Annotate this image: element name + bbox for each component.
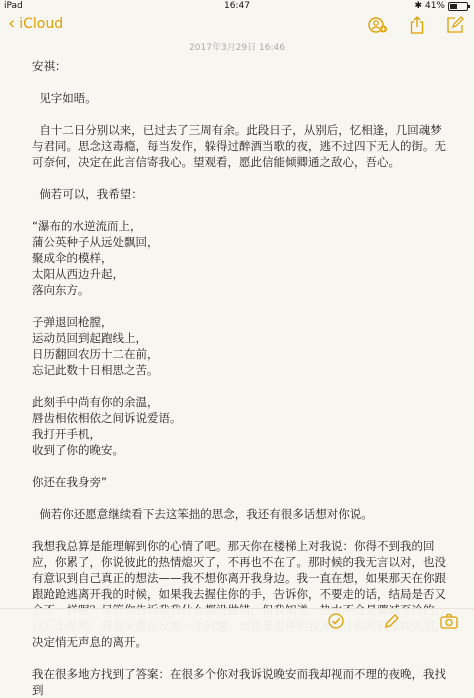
- add-people-button[interactable]: [368, 16, 388, 34]
- pencil-icon: [384, 613, 400, 629]
- share-icon: [410, 16, 424, 34]
- bluetooth-icon: ✱: [414, 1, 422, 11]
- sketch-button[interactable]: [384, 613, 400, 633]
- bottom-toolbar: [0, 608, 474, 633]
- back-label: iCloud: [19, 16, 64, 32]
- add-people-icon: [368, 16, 388, 34]
- poem-line: 日历翻回农历十二在前，: [32, 347, 159, 361]
- poem-line: 此刻手中尚有你的余温，: [32, 395, 159, 409]
- poem-line: 唇齿相依相依之间诉说爱语。: [32, 411, 182, 425]
- new-note-button[interactable]: [446, 16, 464, 34]
- poem-line: 蒲公英种子从远处飘回，: [32, 235, 159, 249]
- compose-icon: [446, 16, 464, 34]
- poem-line: “瀑布的水逆流而上，: [32, 219, 142, 233]
- poem-line: 落向东方。: [32, 283, 90, 297]
- poem-line: 收到了你的晚安。: [32, 443, 124, 457]
- poem-line: 运动员回到起跑线上，: [32, 331, 147, 345]
- poem-line: 忘记此数十日相思之苦。: [32, 363, 159, 377]
- note-body[interactable]: [32, 58, 450, 698]
- checklist-button[interactable]: [328, 613, 344, 633]
- paragraph: 倘若你还愿意继续看下去这笨拙的思念，我还有很多话想对你说。: [39, 507, 373, 521]
- poem-line: 你还在我身旁”: [32, 475, 107, 489]
- camera-icon: [440, 613, 458, 629]
- poem-line: 聚成伞的模样，: [32, 251, 113, 265]
- battery-percent: 41%: [424, 1, 445, 11]
- device-name: iPad: [4, 1, 23, 11]
- poem-line: 子弹退回枪膛，: [32, 315, 113, 329]
- poem-line: 太阳从西边升起，: [32, 267, 124, 281]
- checklist-icon: [328, 613, 344, 629]
- paragraph: 我想我总算是能理解到你的心情了吧。那天你在楼梯上对我说：你得不到我的回应，你累了，你说彼此的热情熄灭了，不再也不在了。那时候的我无言以对，也没有意识到自己真正的想法——我不想你离开我身边。我一直在想，如果那天在你跟跟跄跄逃离开我的时候，如果我去握住你的手，告诉你，不要走的话，结局是否又 决定悄无声息的离开。: [32, 539, 446, 649]
- status-bar: [0, 0, 474, 14]
- battery-icon: [448, 2, 468, 11]
- back-button[interactable]: [8, 13, 64, 34]
- status-right: [414, 1, 468, 11]
- battery-fill: [450, 4, 457, 9]
- poem-line: 我打开手机，: [32, 427, 101, 441]
- paragraph: 见字如晤。: [39, 91, 97, 105]
- salutation: 安祺：: [32, 59, 67, 73]
- share-button[interactable]: [410, 16, 424, 34]
- nav-bar: [0, 14, 474, 38]
- paragraph: 倘若可以，我希望：: [39, 187, 143, 201]
- nav-actions: [368, 16, 464, 34]
- camera-button[interactable]: [440, 613, 458, 633]
- paragraph: 自十二日分别以来，已过去了三周有余。此段日子，从别后，忆相逢，几回魂梦与君同。思念这毒瘾，每当发作，躲得过醉酒当歌的夜，逃不过四下无人的街。无可奈何，决定在此言信寄我心。望观看，愿此信能倾卿通之敌心，吾心。: [32, 123, 446, 169]
- paragraph: 我在很多地方找到了答案：在很多个你对我诉说晚安而我却视而不理的夜晚，我找到: [32, 667, 446, 697]
- note-date: 2017年3月29日 16:46: [189, 43, 285, 53]
- chevron-left-icon: ‹: [8, 13, 16, 34]
- status-time: 16:47: [224, 1, 250, 11]
